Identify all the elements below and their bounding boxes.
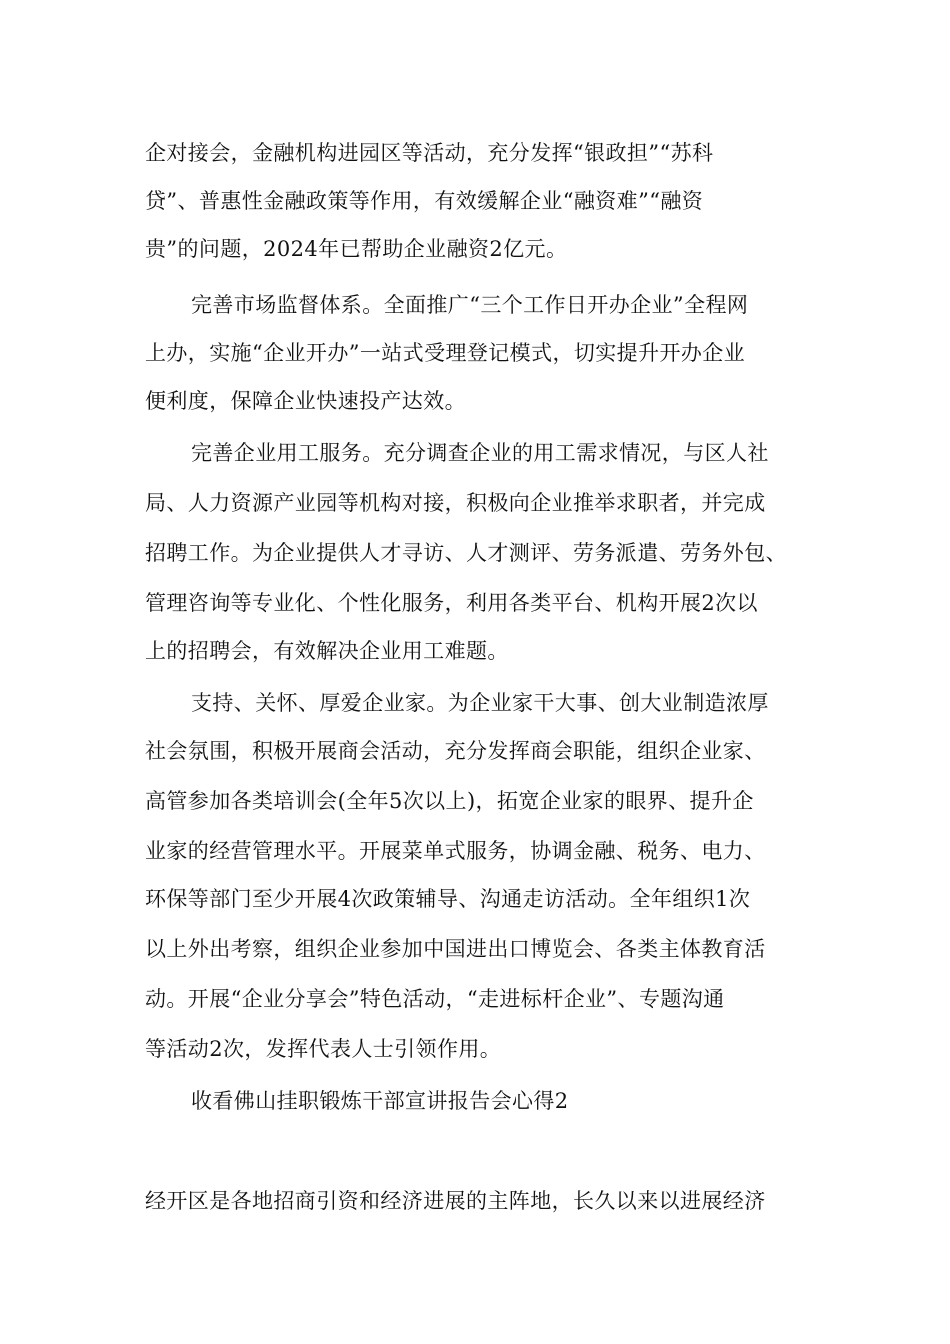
paragraph-2-line-1: 完善市场监督体系。全面推广“三个工作日开办企业”全程网: [191, 293, 749, 317]
paragraph-3-line-4: 管理咨询等专业化、个性化服务，利用各类平台、机构开展2次以: [145, 591, 758, 615]
paragraph-4-line-1: 支持、关怀、厚爱企业家。为企业家干大事、创大业制造浓厚: [191, 691, 769, 715]
paragraph-4-line-2: 社会氛围，积极开展商会活动，充分发挥商会职能，组织企业家、: [145, 739, 766, 763]
paragraph-2-line-2: 上办，实施“企业开办”一站式受理登记模式，切实提升开办企业: [145, 341, 746, 365]
paragraph-5-line-1: 经开区是各地招商引资和经济进展的主阵地，长久以来以进展经济: [145, 1189, 766, 1213]
paragraph-3-line-1: 完善企业用工服务。充分调查企业的用工需求情况，与区人社: [191, 441, 769, 465]
section-heading: 收看佛山挂职锻炼干部宣讲报告会心得2: [191, 1089, 569, 1113]
paragraph-4-line-8: 等活动2次，发挥代表人士引领作用。: [145, 1037, 502, 1061]
paragraph-4-line-3: 高管参加各类培训会(全年5次以上)，拓宽企业家的眼界、提升企: [145, 789, 754, 813]
paragraph-4-line-4: 业家的经营管理水平。开展菜单式服务，协调金融、税务、电力、: [145, 839, 766, 863]
paragraph-2-line-3: 便利度，保障企业快速投产达效。: [145, 389, 466, 413]
paragraph-4-line-6: 以上外出考察，组织企业参加中国进出口博览会、各类主体教育活: [145, 937, 766, 961]
paragraph-3-line-2: 局、人力资源产业园等机构对接，积极向企业推举求职者，并完成: [145, 491, 766, 515]
paragraph-4-line-5: 环保等部门至少开展4次政策辅导、沟通走访活动。全年组织1次: [145, 887, 751, 911]
paragraph-3-line-3: 招聘工作。为企业提供人才寻访、人才测评、劳务派遣、劳务外包、: [145, 541, 787, 565]
paragraph-4-line-7: 动。开展“企业分享会”特色活动，“走进标杆企业”、专题沟通: [145, 987, 725, 1011]
paragraph-3-line-5: 上的招聘会，有效解决企业用工难题。: [145, 639, 509, 663]
paragraph-1-line-3: 贵”的问题，2024年已帮助企业融资2亿元。: [145, 237, 568, 261]
paragraph-1-line-2: 贷”、普惠性金融政策等作用，有效缓解企业“融资难”“融资: [145, 189, 704, 213]
paragraph-1-line-1: 企对接会，金融机构进园区等活动，充分发挥“银政担”“苏科: [145, 141, 714, 165]
